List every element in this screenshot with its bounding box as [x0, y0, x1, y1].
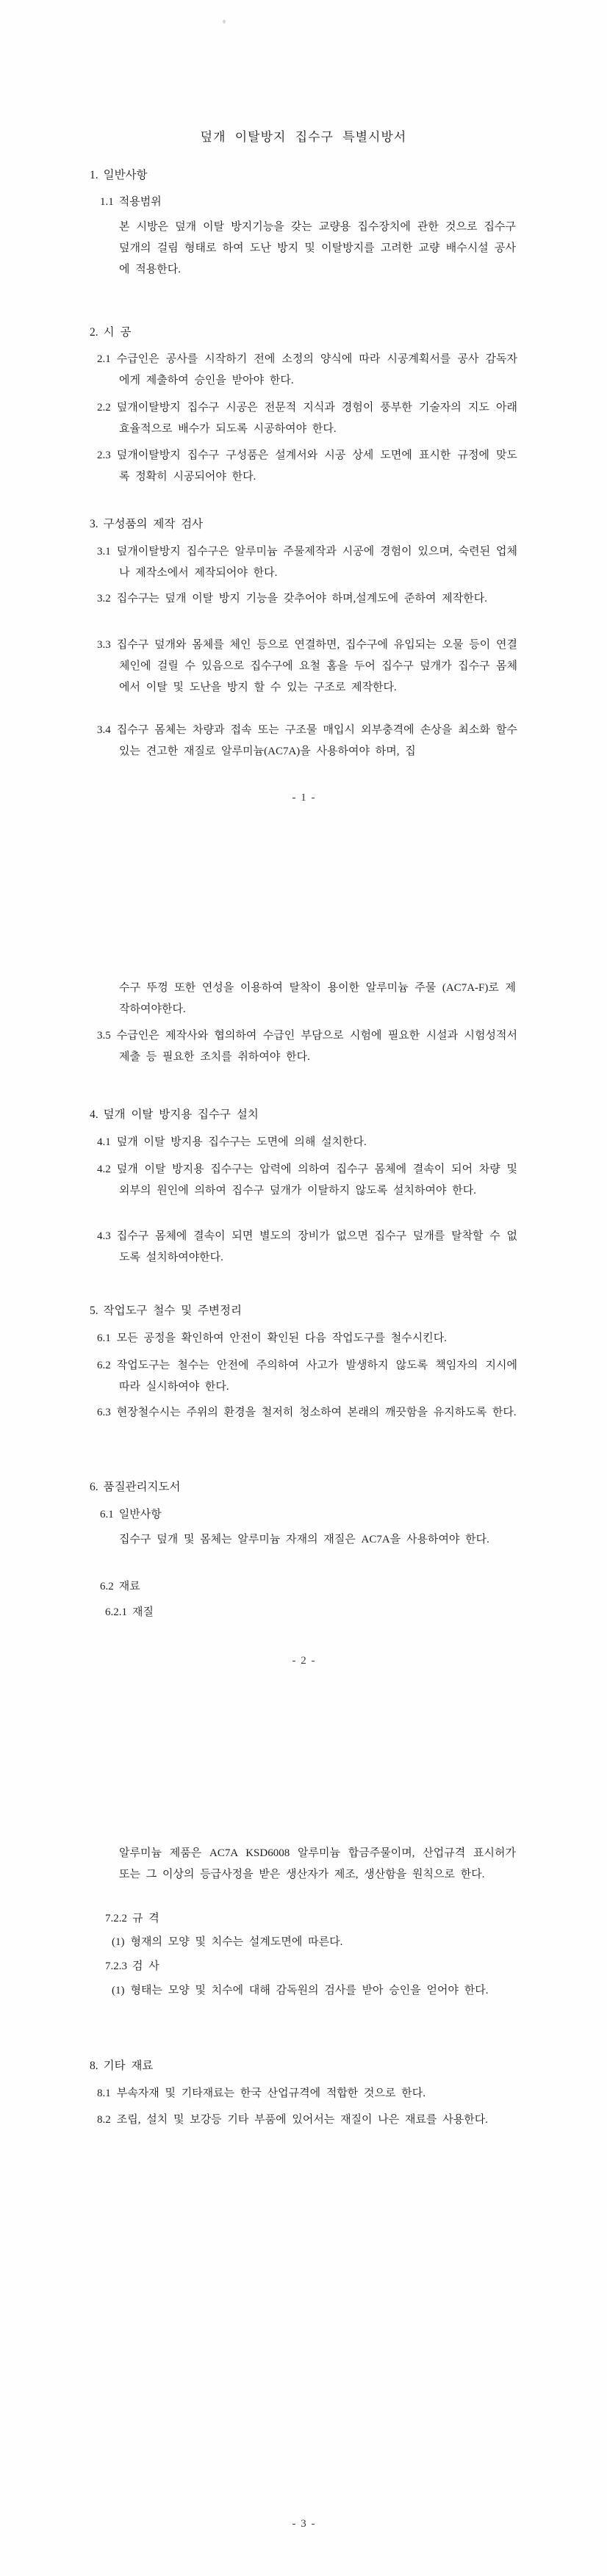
text-content: 본 시방은 덮개 이탈 방지기능을 갖는 교량용 집수장치에 관한 것으로 집수구 덮개의 걸림 형태로 하여 도난 방지 및 이탈방지를 고려한 교량 배수시설 공사에 적용한다. [119, 221, 516, 275]
text-content: 모든 공정을 확인하여 안전이 확인된 다음 작업도구를 철수시킨다. [116, 1332, 447, 1344]
body-paragraph [119, 217, 516, 281]
clause-number: 4.1 [97, 1136, 111, 1148]
clause-number: (1) [112, 1985, 125, 1996]
text-content: 수급인은 제작사와 협의하여 수급인 부담으로 시험에 필요한 시설과 시험성적서 제출 등 필요한 조치를 취하여야 한다. [116, 1030, 517, 1063]
text-content: - 1 - [292, 792, 315, 804]
text-content: 일반사항 [103, 169, 148, 181]
text-content: 작업도구 철수 및 주변정리 [103, 1305, 242, 1317]
spec-clause [97, 1226, 517, 1269]
text-content: 일반사항 [118, 1509, 162, 1520]
text-content: 조립, 설치 및 보강등 기타 부품에 있어서는 재질이 나은 재료를 사용한다. [116, 2114, 488, 2126]
page-number [0, 2514, 607, 2535]
body-paragraph [119, 1529, 516, 1551]
page-number [0, 1650, 607, 1672]
spec-clause [97, 588, 517, 610]
section-heading [90, 165, 534, 186]
clause-number: 6.3 [97, 1407, 111, 1418]
text-content: 형태는 모양 및 치수에 대해 감독원의 검사를 받아 승인을 얻어야 한다. [130, 1985, 489, 1996]
clause-number: 6.2 [97, 1360, 111, 1371]
text-content: 집수구는 덮개 이탈 방지 기능을 갖추어야 하며,설계도에 준하여 제작한다. [116, 593, 487, 605]
spec-clause [97, 445, 517, 488]
page-number [0, 787, 607, 809]
clause-number: 7.2.2 [105, 1913, 127, 1924]
clause-heading [105, 1908, 534, 1930]
clause-number: 8. [90, 2060, 98, 2072]
spec-clause [97, 1328, 517, 1349]
spec-clause [97, 1025, 517, 1068]
continuation-paragraph [119, 978, 516, 1020]
body-paragraph [119, 1843, 516, 1886]
scan-artifact [223, 20, 226, 24]
clause-number: 6.2 [100, 1581, 114, 1592]
spec-clause [97, 2110, 517, 2131]
section-heading [90, 1476, 534, 1498]
clause-number: (1) [112, 1936, 125, 1948]
spec-clause [97, 541, 517, 584]
text-content: 작업도구는 철수는 안전에 주의하여 사고가 발생하지 않도록 책임자의 지시에 따라 실시하여야 한다. [116, 1360, 517, 1393]
text-content: 시 공 [103, 326, 132, 339]
spec-clause [97, 349, 517, 392]
text-content: 덮개 이탈 방지용 집수구는 압력에 의하여 집수구 몸체에 결속이 되어 차량 및 외부의 원인에 의하여 집수구 덮개가 이탈하지 않도록 설치하여야 한다. [116, 1163, 517, 1197]
clause-number: 6.2.1 [105, 1606, 127, 1618]
section-heading [90, 2055, 534, 2077]
text-content: 덮개 이탈방지 집수구 특별시방서 [200, 130, 407, 144]
clause-number: 3.2 [97, 593, 111, 605]
spec-clause [97, 1159, 517, 1202]
clause-number: 7.2.3 [105, 1960, 127, 1972]
clause-number: 3.1 [97, 546, 111, 558]
text-content: 덮개 이탈 방지용 집수구 설치 [103, 1108, 259, 1121]
clause-number: 2.2 [97, 402, 111, 414]
spec-clause [97, 1355, 517, 1398]
text-content: 수급인은 공사를 시작하기 전에 소정의 양식에 따라 시공계획서를 공사 감독자에게 제출하여 승인을 받아야 한다. [116, 353, 517, 386]
clause-number: 4.2 [97, 1163, 111, 1175]
text-content: 덮개이탈방지 집수구 시공은 전문적 지식과 경험이 풍부한 기술자의 지도 아래 효율적으로 배수가 되도록 시공하여야 한다. [116, 402, 517, 435]
text-content: 현장철수시는 주위의 환경을 철저히 청소하여 본래의 깨끗함을 유지하도록 한다. [116, 1407, 517, 1418]
clause-number: 4.3 [97, 1230, 111, 1242]
clause-number: 2. [90, 326, 98, 339]
clause-number: 5. [90, 1305, 98, 1317]
text-content: 적용범위 [118, 196, 162, 208]
text-content: 덮개 이탈 방지용 집수구는 도면에 의해 설치한다. [116, 1136, 367, 1148]
subsection-heading [100, 1504, 534, 1526]
spec-clause [97, 635, 517, 699]
subsection-heading [100, 1576, 534, 1598]
text-content: 덮개이탈방지 집수구은 알루미늄 주물제작과 시공에 경험이 있으며, 숙련된 업체나 제작소에서 제작되어야 한다. [116, 546, 517, 579]
subsection-heading [100, 192, 534, 213]
text-content: 기타 재료 [103, 2060, 154, 2072]
numbered-point [112, 1932, 517, 1953]
clause-number: 8.1 [97, 2088, 111, 2099]
clause-number: 2.3 [97, 450, 111, 461]
text-content: 구성품의 제작 검사 [103, 518, 204, 530]
clause-number: 1.1 [100, 196, 114, 208]
text-content: 규 격 [132, 1913, 159, 1924]
section-heading [90, 1300, 534, 1321]
clause-heading [105, 1956, 534, 1977]
section-heading [90, 322, 534, 343]
clause-number: 4. [90, 1108, 98, 1121]
text-content: 부속자재 및 기타재료는 한국 산업규격에 적합한 것으로 한다. [116, 2088, 426, 2099]
text-content: 집수구 몸체에 결속이 되면 별도의 장비가 없으면 집수구 덮개를 탈착할 수 없도록 설치하여야한다. [116, 1230, 517, 1263]
text-content: 형재의 모양 및 치수는 설계도면에 따른다. [130, 1936, 343, 1948]
clause-number: 8.2 [97, 2114, 111, 2126]
text-content: 검 사 [132, 1960, 159, 1972]
text-content: 알루미늄 제품은 AC7A KSD6008 알루미늄 합금주물이며, 산업규격 표시허가 또는 그 이상의 등급사정을 받은 생산자가 제조, 생산함을 원칙으로 한다. [119, 1847, 516, 1880]
clause-number: 3. [90, 518, 98, 530]
clause-number: 2.1 [97, 353, 111, 365]
text-content: - 2 - [292, 1655, 315, 1667]
clause-number: 1. [90, 169, 98, 181]
clause-number: 3.5 [97, 1030, 111, 1042]
clause-number: 6.1 [97, 1332, 111, 1344]
text-content: 품질관리지도서 [103, 1481, 181, 1493]
spec-clause [97, 1402, 517, 1424]
spec-clause [97, 720, 517, 762]
clause-heading [105, 1602, 534, 1623]
text-content: 재료 [118, 1581, 140, 1592]
text-content: 수구 뚜껑 또한 연성을 이용하여 탈착이 용이한 알루미늄 주물 (AC7A-F)로 제작하여야한다. [119, 982, 516, 1015]
clause-number: 6.1 [100, 1509, 114, 1520]
text-content: - 3 - [292, 2518, 315, 2530]
clause-number: 3.4 [97, 724, 111, 736]
text-content: 집수구 덮개와 몸체를 체인 등으로 연결하면, 집수구에 유입되는 오물 등이 연결 체인에 걸릴 수 있음으로 집수구에 요철 홈을 두어 집수구 덮개가 집수구 몸체에서 이탈 및 도난을 방지 할 수 있는 구조로 제작한다. [116, 639, 517, 693]
clause-number: 6. [90, 1481, 98, 1493]
spec-clause [97, 2083, 517, 2104]
clause-number: 3.3 [97, 639, 111, 651]
text-content: 집수구 몸체는 차량과 접속 또는 구조물 매입시 외부충격에 손상을 최소화 할수 있는 견고한 재질로 알루미늄(AC7A)을 사용하여야 하며, 집 [116, 724, 517, 757]
section-heading [90, 513, 534, 535]
text-content: 집수구 덮개 및 몸체는 알루미늄 자재의 재질은 AC7A을 사용하여야 한다. [119, 1534, 489, 1545]
spec-clause [97, 397, 517, 440]
spec-clause [97, 1132, 517, 1153]
section-heading [90, 1104, 534, 1125]
numbered-point [112, 1980, 517, 2002]
text-content: 재질 [132, 1606, 154, 1618]
document-title [0, 126, 607, 148]
text-content: 덮개이탈방지 집수구 구성품은 설계서와 시공 상세 도면에 표시한 규정에 맞도록 정확히 시공되어야 한다. [116, 450, 517, 483]
